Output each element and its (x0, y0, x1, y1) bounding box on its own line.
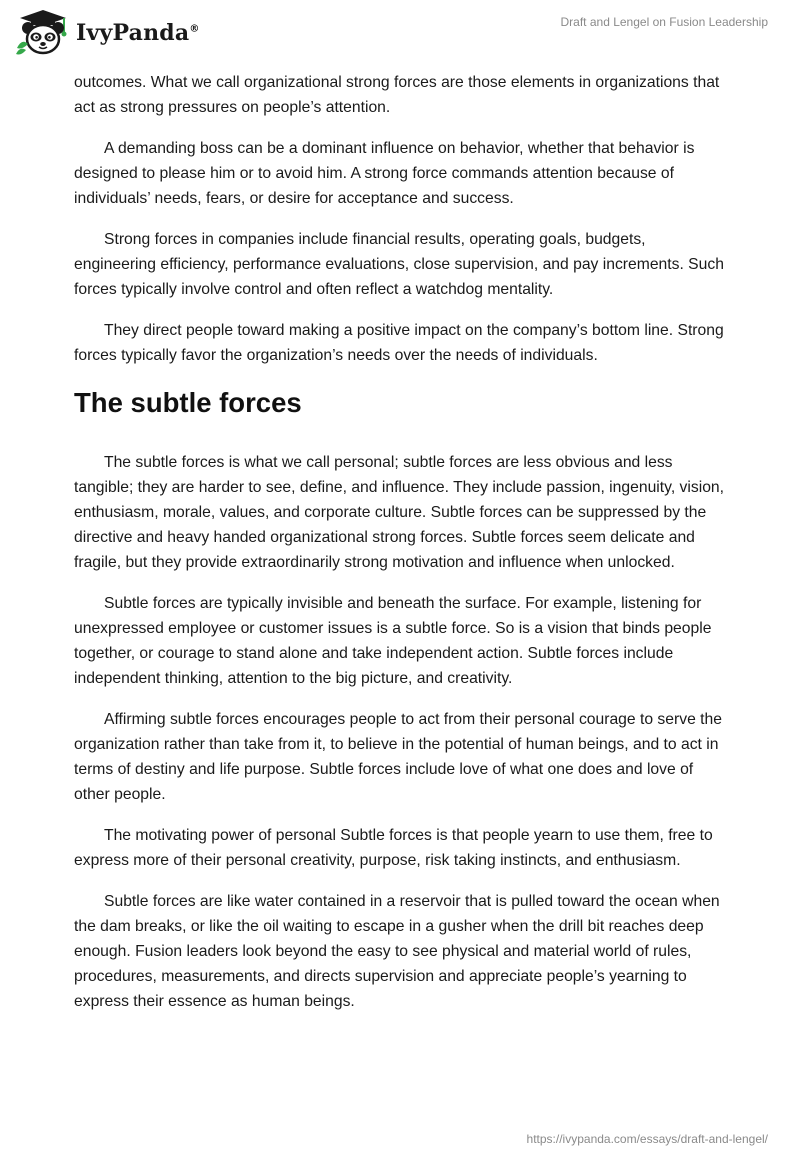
paragraph: Affirming subtle forces encourages people to act from their personal courage to serve the organization rather than take from it, to believe in the potential of human beings, and to act in terms of destiny and life purpose. Subtle forces include love of what one does and love of other people. (74, 711, 722, 803)
section-heading: The subtle forces (74, 387, 302, 418)
document-title: Draft and Lengel on Fusion Leadership (560, 15, 768, 29)
paragraph: The motivating power of personal Subtle forces is that people yearn to use them, free to express more of their personal creativity, purpose, risk taking instincts, and enthusiasm. (74, 827, 713, 869)
page-header (0, 0, 800, 70)
registered-mark: ® (189, 23, 200, 35)
essay-body (74, 70, 730, 1030)
brand-name: IvyPanda® (76, 20, 200, 46)
panda-graduate-icon (14, 8, 72, 56)
paragraph: Subtle forces are typically invisible and beneath the surface. For example, listening for unexpressed employee or customer issues is a subtle force. So is a vision that binds people together, or courage to stand alone and take independent action. Subtle forces include independent thinking, attention to the big picture, and creativity. (74, 595, 712, 687)
paragraph: outcomes. What we call organizational strong forces are those elements in organizations that act as strong pressures on people’s attention. (74, 74, 720, 116)
paragraph: A demanding boss can be a dominant influence on behavior, whether that behavior is designed to please him or to avoid him. A strong force commands attention because of individuals’ needs, fears, or desire for acceptance and success. (74, 140, 695, 207)
paragraph: Subtle forces are like water contained in a reservoir that is pulled toward the ocean when the dam breaks, or like the oil waiting to escape in a gusher when the drill bit reaches deep enough. Fusion leaders look beyond the easy to see physical and material world of rules, procedures, measurements, and directs supervision and appreciate people’s yearning to express their essence as human beings. (74, 893, 720, 1010)
source-url[interactable]: https://ivypanda.com/essays/draft-and-lengel/ (526, 1132, 768, 1146)
ivypanda-logo[interactable] (14, 8, 200, 56)
paragraph: They direct people toward making a positive impact on the company’s bottom line. Strong forces typically favor the organization’s needs over the needs of individuals. (74, 322, 724, 364)
paragraph: The subtle forces is what we call personal; subtle forces are less obvious and less tangible; they are harder to see, define, and influence. They include passion, ingenuity, vision, enthusiasm, morale, values, and corporate culture. Subtle forces can be suppressed by the directive and heavy handed organizational strong forces. Subtle forces seem delicate and fragile, but they provide extraordinarily strong motivation and influence when unlocked. (74, 454, 724, 571)
paragraph: Strong forces in companies include financial results, operating goals, budgets, engineering efficiency, performance evaluations, close supervision, and pay increments. Such forces typically involve control and often reflect a watchdog mentality. (74, 231, 724, 298)
